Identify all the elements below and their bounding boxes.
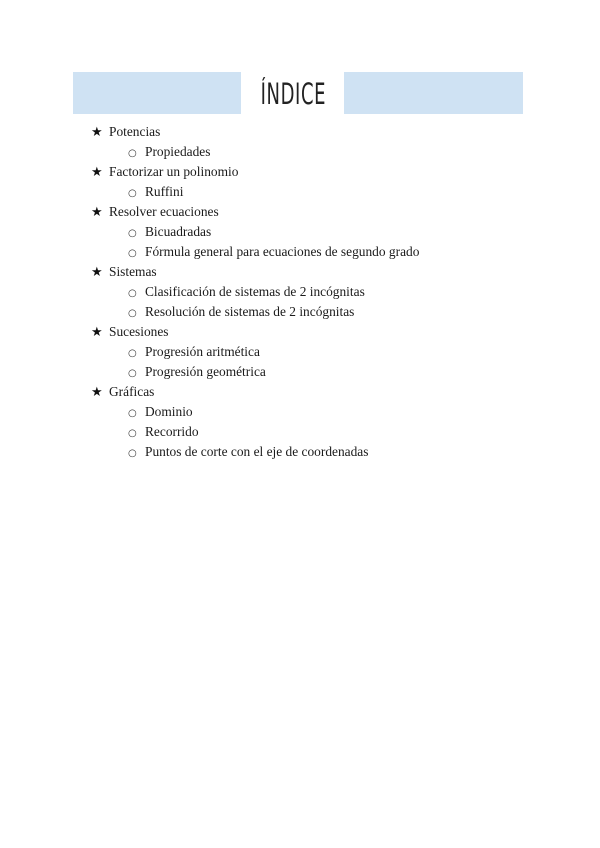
toc-section-label: Sucesiones — [109, 324, 169, 339]
toc-section-row[interactable] — [91, 262, 561, 282]
toc-section — [91, 322, 561, 382]
toc-sub-item-label: Progresión geométrica — [145, 364, 266, 379]
toc-section — [91, 202, 561, 262]
toc-section-label: Resolver ecuaciones — [109, 204, 219, 219]
toc-sub-item-label: Progresión aritmética — [145, 344, 260, 359]
toc-section-row[interactable] — [91, 202, 561, 222]
toc-section-row[interactable] — [91, 382, 561, 402]
toc-section — [91, 382, 561, 462]
star-icon: ★ — [91, 385, 103, 400]
toc-sub-item-label: Propiedades — [145, 144, 211, 159]
toc-sub-item-label: Recorrido — [145, 424, 199, 439]
toc-sub-item[interactable] — [128, 282, 561, 302]
circle-icon: ○ — [128, 368, 137, 379]
toc-section-label: Gráficas — [109, 384, 155, 399]
toc-section — [91, 262, 561, 322]
toc-sub-list — [91, 182, 561, 202]
toc-sub-list — [91, 402, 561, 462]
toc-sub-item[interactable] — [128, 442, 561, 462]
toc-sub-list — [91, 222, 561, 262]
star-icon: ★ — [91, 265, 103, 280]
toc-section-label: Sistemas — [109, 264, 157, 279]
toc-sub-item[interactable] — [128, 402, 561, 422]
toc-sub-item-label: Puntos de corte con el eje de coordenadas — [145, 444, 369, 459]
circle-icon: ○ — [128, 448, 137, 459]
toc-sub-item[interactable] — [128, 362, 561, 382]
toc-sub-item[interactable] — [128, 422, 561, 442]
circle-icon: ○ — [128, 308, 137, 319]
circle-icon: ○ — [128, 408, 137, 419]
page-title: ÍNDICE — [260, 77, 327, 111]
toc-section — [91, 162, 561, 202]
toc-sub-item[interactable] — [128, 142, 561, 162]
circle-icon: ○ — [128, 348, 137, 359]
circle-icon: ○ — [128, 288, 137, 299]
star-icon: ★ — [91, 125, 103, 140]
toc-sub-item-label: Fórmula general para ecuaciones de segundo grado — [145, 244, 420, 259]
circle-icon: ○ — [128, 228, 137, 239]
circle-icon: ○ — [128, 428, 137, 439]
toc-sub-list — [91, 282, 561, 322]
toc-sub-item-label: Clasificación de sistemas de 2 incógnitas — [145, 284, 365, 299]
toc-sub-item[interactable] — [128, 182, 561, 202]
toc-section-row[interactable] — [91, 162, 561, 182]
toc-sub-item[interactable] — [128, 302, 561, 322]
toc-sub-item[interactable] — [128, 342, 561, 362]
star-icon: ★ — [91, 205, 103, 220]
toc-section-label: Potencias — [109, 124, 161, 139]
star-icon: ★ — [91, 325, 103, 340]
toc-section — [91, 122, 561, 162]
toc-section-row[interactable] — [91, 122, 561, 142]
circle-icon: ○ — [128, 188, 137, 199]
toc-sub-list — [91, 142, 561, 162]
toc-sub-item-label: Bicuadradas — [145, 224, 212, 239]
circle-icon: ○ — [128, 148, 137, 159]
star-icon: ★ — [91, 165, 103, 180]
toc-sub-item[interactable] — [128, 222, 561, 242]
toc-section-label: Factorizar un polinomio — [109, 164, 239, 179]
toc-sub-item-label: Resolución de sistemas de 2 incógnitas — [145, 304, 355, 319]
circle-icon: ○ — [128, 248, 137, 259]
toc-sub-item-label: Ruffini — [145, 184, 184, 199]
table-of-contents — [91, 122, 561, 462]
toc-section-row[interactable] — [91, 322, 561, 342]
toc-sub-list — [91, 342, 561, 382]
toc-sub-item-label: Dominio — [145, 404, 193, 419]
toc-sub-item[interactable] — [128, 242, 561, 262]
